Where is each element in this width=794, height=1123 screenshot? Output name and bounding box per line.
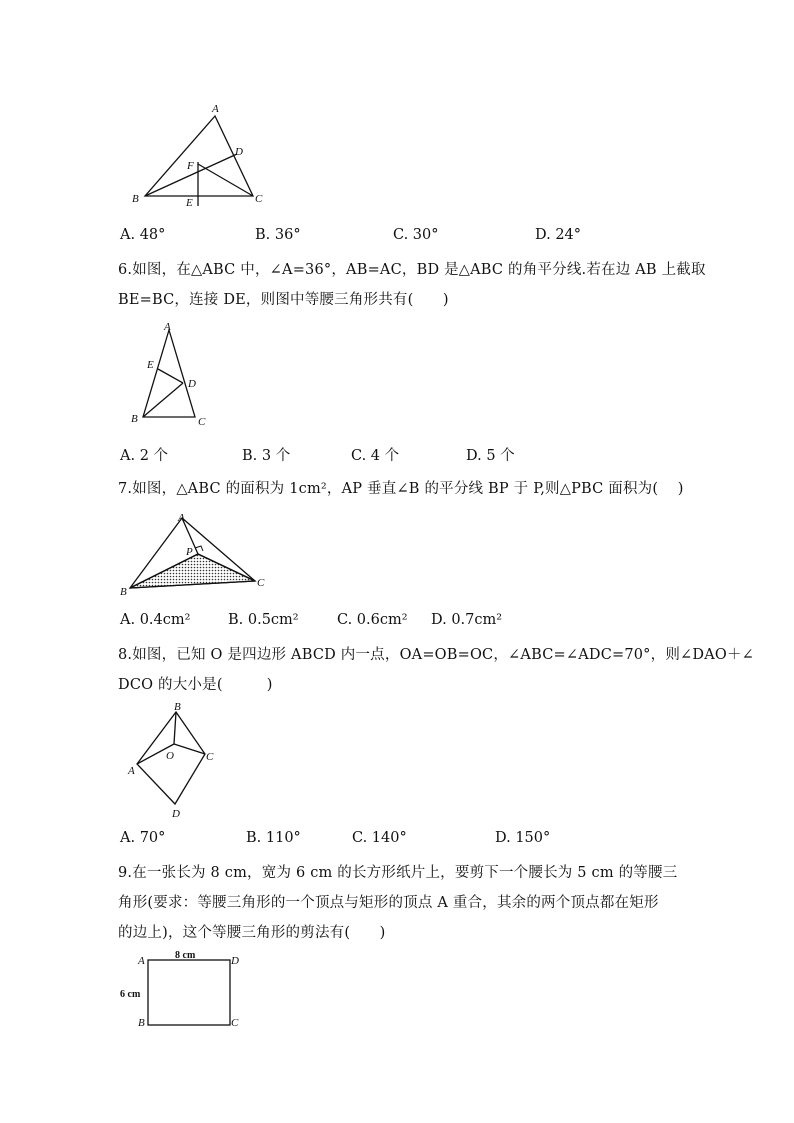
q8-option-a[interactable]: A. 70° [120, 830, 166, 846]
q7-option-d[interactable]: D. 0.7cm² [431, 612, 503, 628]
q8-label-o: O [166, 750, 174, 762]
q5-label-a: A [212, 103, 219, 115]
q5-label-b: B [132, 193, 139, 205]
q8-question-line2: DCO 的大小是( ) [118, 677, 273, 693]
q5-option-b[interactable]: B. 36° [255, 227, 301, 243]
q8-figure [120, 698, 230, 823]
q5-label-d: D [235, 146, 243, 158]
q9-label-height: 6 cm [120, 989, 141, 1000]
q7-label-p: P [186, 546, 193, 558]
q5-option-c[interactable]: C. 30° [393, 227, 439, 243]
q7-label-b: B [120, 586, 127, 596]
q9-figure [118, 948, 248, 1033]
q6-label-d: D [188, 378, 196, 390]
q8-option-d[interactable]: D. 150° [495, 830, 551, 846]
q9-label-c: C [231, 1017, 239, 1029]
q7-label-c: C [257, 577, 265, 589]
q8-label-a: A [128, 765, 135, 777]
q7-option-a[interactable]: A. 0.4cm² [120, 612, 191, 628]
q6-option-a[interactable]: A. 2 个 [120, 448, 169, 464]
q6-segment-de [158, 369, 183, 383]
q6-label-c: C [198, 416, 206, 428]
q6-question-line1: 6.如图，在△ABC 中，∠A=36°，AB=AC，BD 是△ABC 的角平分线.若在边 AB 上截取 [118, 262, 706, 278]
q9-label-a: A [138, 955, 145, 967]
q7-figure [112, 506, 272, 596]
q9-rectangle-abcd [148, 960, 230, 1025]
q9-label-d: D [231, 955, 239, 967]
q6-option-c[interactable]: C. 4 个 [351, 448, 400, 464]
q5-label-c: C [255, 193, 263, 205]
q6-figure [125, 318, 220, 430]
q7-label-a: A [178, 512, 185, 524]
q6-option-d[interactable]: D. 5 个 [466, 448, 515, 464]
q9-question-line2: 角形(要求：等腰三角形的一个顶点与矩形的顶点 A 重合，其余的两个顶点都在矩形 [118, 895, 659, 911]
q6-label-a: A [164, 321, 171, 333]
q8-question-line1: 8.如图，已知 O 是四边形 ABCD 内一点，OA=OB=OC，∠ABC=∠ADC=70°，则∠DAO＋∠ [118, 647, 755, 663]
q5-label-f: F [187, 160, 194, 172]
q9-question-line1: 9.在一张长为 8 cm，宽为 6 cm 的长方形纸片上，要剪下一个腰长为 5 cm 的等腰三 [118, 865, 678, 881]
q6-triangle-abc [143, 330, 195, 417]
q7-question-line1: 7.如图，△ABC 的面积为 1cm²，AP 垂直∠B 的平分线 BP 于 P,则△PBC 面积为( ) [118, 481, 684, 497]
q6-segment-bd [143, 383, 183, 417]
q5-label-e: E [186, 197, 193, 209]
q7-option-b[interactable]: B. 0.5cm² [228, 612, 299, 628]
q8-label-c: C [206, 751, 214, 763]
q5-option-d[interactable]: D. 24° [535, 227, 582, 243]
q6-question-line2: BE=BC，连接 DE，则图中等腰三角形共有( ) [118, 292, 449, 308]
q8-label-b: B [174, 701, 181, 713]
q5-figure [120, 98, 280, 213]
q8-option-c[interactable]: C. 140° [352, 830, 407, 846]
q7-shaded-triangle-pbc [130, 554, 255, 588]
q5-option-a[interactable]: A. 48° [120, 227, 166, 243]
q7-option-c[interactable]: C. 0.6cm² [337, 612, 408, 628]
q6-option-b[interactable]: B. 3 个 [242, 448, 291, 464]
q8-segment-oc [174, 744, 205, 754]
q8-label-d: D [172, 808, 180, 820]
q9-question-line3: 的边上)，这个等腰三角形的剪法有( ) [118, 925, 386, 941]
q8-segment-ob [174, 712, 176, 744]
q6-label-e: E [147, 359, 154, 371]
q9-label-width: 8 cm [175, 950, 196, 961]
q6-label-b: B [131, 413, 138, 425]
q8-option-b[interactable]: B. 110° [246, 830, 301, 846]
q9-label-b: B [138, 1017, 145, 1029]
